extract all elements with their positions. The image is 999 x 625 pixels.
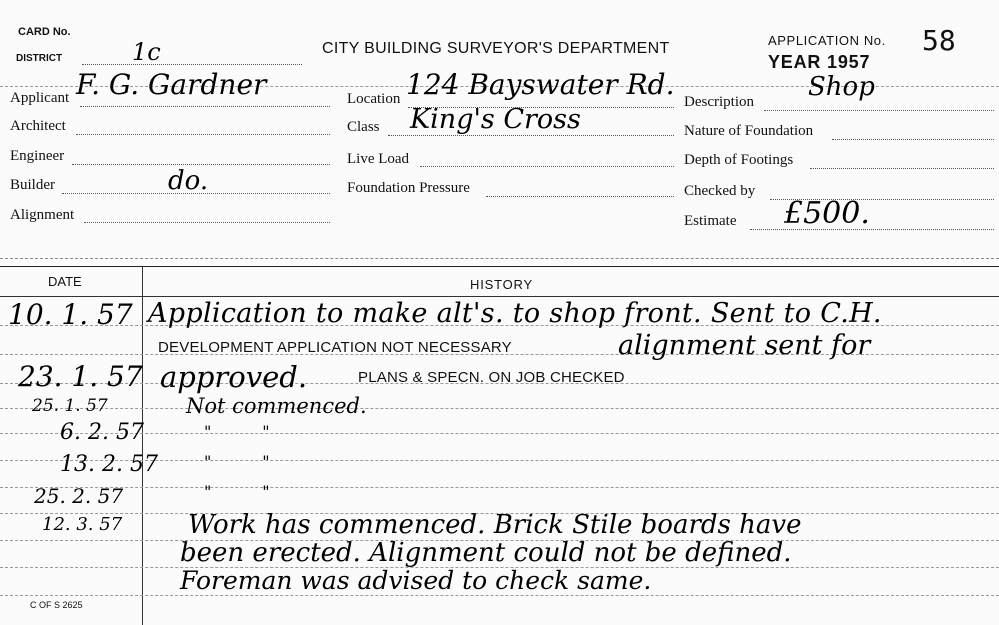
class-label: Class [347, 119, 380, 135]
entry-date: 25. 1. 57 [32, 396, 108, 416]
entry-date: 6. 2. 57 [60, 420, 144, 445]
entry-text: Application to make alt's. to shop front. Sent to C.H. [148, 298, 882, 329]
description-label: Description [684, 94, 754, 110]
district-label: DISTRICT [16, 53, 63, 64]
entry-text: Not commenced. [186, 394, 367, 418]
date-column-header: DATE [48, 274, 82, 289]
entry-text: Foreman was advised to check same. [180, 566, 652, 595]
estimate-label: Estimate [684, 213, 737, 229]
entry-date: 10. 1. 57 [8, 298, 133, 331]
form-code: C OF S 2625 [30, 600, 83, 610]
history-column-header: HISTORY [470, 277, 533, 292]
column-divider [142, 266, 143, 625]
entry-text: " " [204, 422, 270, 441]
foundation-pressure-label: Foundation Pressure [347, 180, 470, 196]
card-no-label: CARD No. [18, 26, 71, 38]
entry-date: 13. 2. 57 [60, 452, 158, 477]
checked-by-label: Checked by [684, 183, 756, 199]
live-load-label: Live Load [347, 151, 410, 167]
location-label: Location [347, 91, 401, 107]
builder-label: Builder [10, 177, 55, 193]
estimate-value: £500. [784, 196, 870, 231]
entry-text: " " [204, 482, 270, 501]
district-line [82, 64, 302, 65]
entry-text: Work has commenced. Brick Stile boards have [188, 510, 802, 540]
entry-note: alignment sent for [618, 330, 871, 361]
depth-of-footings-label: Depth of Footings [684, 152, 794, 168]
entry-stamp: PLANS & SPECN. ON JOB CHECKED [358, 369, 625, 386]
entry-text: been erected. Alignment could not be defined. [180, 538, 792, 568]
applicant-value: F. G. Gardner [76, 68, 267, 101]
builder-value: do. [168, 166, 209, 196]
application-number: 58 [922, 24, 956, 57]
location-value: 124 Bayswater Rd. [406, 68, 675, 101]
entry-date: 12. 3. 57 [42, 514, 123, 535]
applicant-label: Applicant [10, 90, 70, 106]
entry-date: 25. 2. 57 [34, 484, 124, 508]
nature-of-foundation-label: Nature of Foundation [684, 123, 814, 139]
description-value: Shop [808, 72, 875, 102]
entry-stamp-text: DEVELOPMENT APPLICATION NOT NECESSARY [158, 339, 512, 356]
entry-text: " " [204, 452, 270, 471]
application-label: APPLICATION No. [768, 33, 886, 48]
district-value: 1c [132, 38, 161, 66]
engineer-label: Engineer [10, 148, 65, 164]
class-value: King's Cross [410, 104, 581, 135]
entry-date: 23. 1. 57 [18, 360, 143, 393]
entry-text: approved. [160, 360, 308, 394]
alignment-label: Alignment [10, 207, 75, 223]
year-label: YEAR 1957 [768, 52, 871, 72]
architect-label: Architect [10, 118, 66, 134]
department-title: CITY BUILDING SURVEYOR'S DEPARTMENT [322, 40, 670, 57]
